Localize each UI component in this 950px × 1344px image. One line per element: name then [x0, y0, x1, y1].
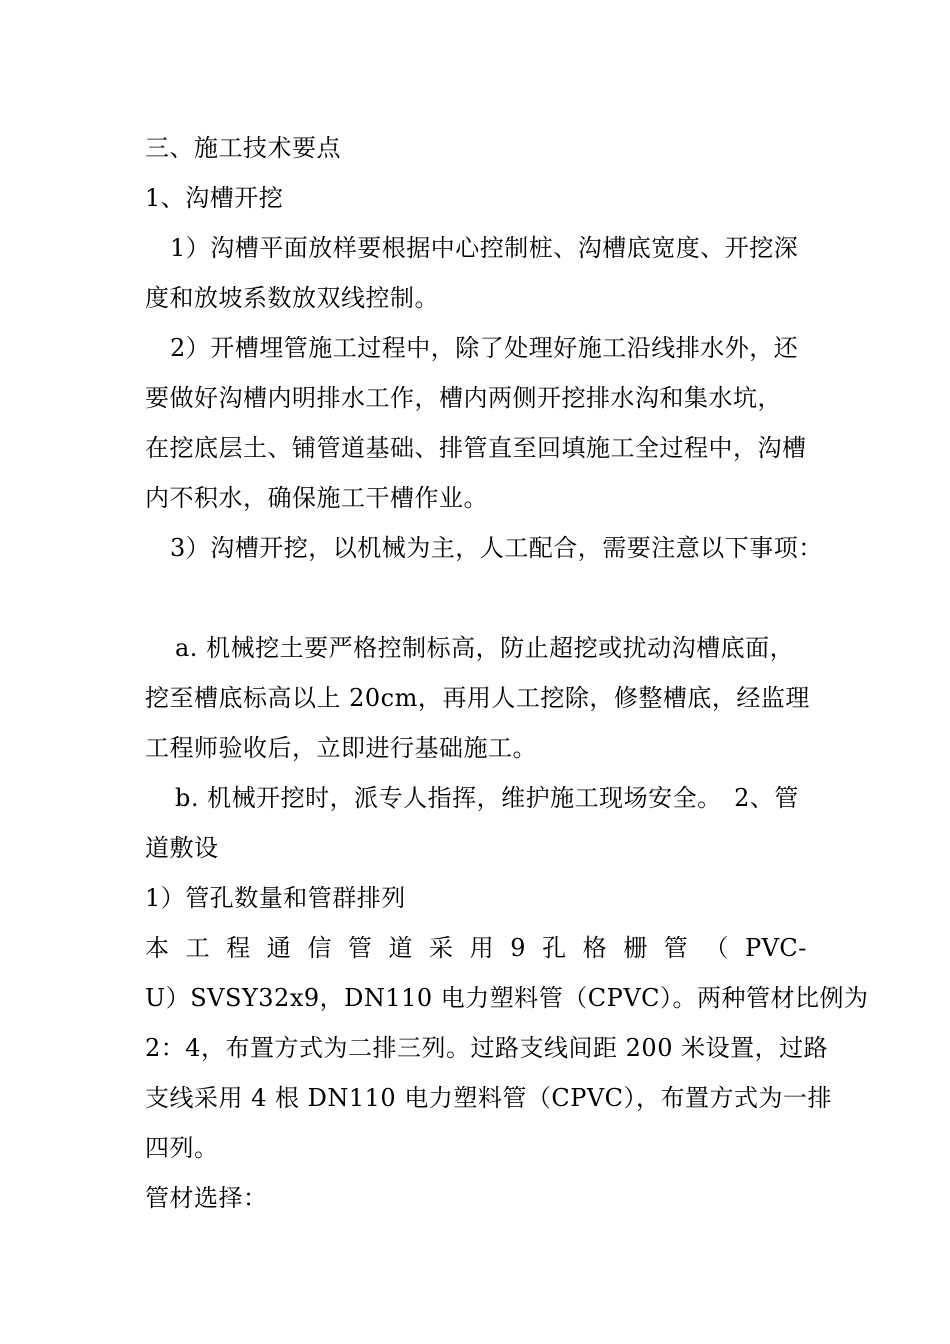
paragraph-line: U）SVSY32x9，DN110 电力塑料管（CPVC）。两种管材比例为 [145, 984, 869, 1012]
paragraph-line: 内不积水，确保施工干槽作业。 [145, 484, 488, 512]
paragraph-line: 要做好沟槽内明排水工作，槽内两侧开挖排水沟和集水坑， [145, 384, 782, 412]
word: 管 [347, 934, 373, 962]
paragraph-line: 度和放坡系数放双线控制。 [145, 284, 439, 312]
paragraph-line: 四列。 [145, 1134, 219, 1162]
word: 用 [469, 934, 495, 962]
word: PVC- [744, 934, 807, 962]
subsection-heading: 1、沟槽开挖 [145, 184, 284, 212]
word: 信 [307, 934, 332, 962]
word: 采 [429, 934, 454, 962]
word: 道 [388, 934, 413, 962]
word: 管 [663, 934, 689, 962]
word: 格 [582, 934, 608, 962]
paragraph-line: 管材选择： [145, 1184, 268, 1212]
section-heading: 三、施工技术要点 [145, 134, 341, 162]
list-item-b: b. 机械开挖时，派专人指挥，维护施工现场安全。 2、管 [175, 784, 799, 812]
subsection-heading: 1）管孔数量和管群排列 [145, 884, 406, 912]
paragraph-line: 3）沟槽开挖，以机械为主，人工配合，需要注意以下事项： [170, 534, 823, 562]
word: 孔 [542, 934, 567, 962]
paragraph-line: 1）沟槽平面放样要根据中心控制桩、沟槽底宽度、开挖深 [170, 234, 799, 262]
word: 程 [226, 934, 251, 962]
paragraph-line: 2）开槽埋管施工过程中，除了处理好施工沿线排水外，还 [170, 334, 799, 362]
word: 通 [266, 934, 292, 962]
paragraph-line: 支线采用 4 根 DN110 电力塑料管（CPVC），布置方式为一排 [145, 1084, 833, 1112]
word: 栅 [623, 934, 648, 962]
list-item-a: a. 机械挖土要严格控制标高，防止超挖或扰动沟槽底面， [175, 634, 795, 662]
paragraph-line: 在挖底层土、铺管道基础、排管直至回填施工全过程中，沟槽 [145, 434, 807, 462]
justified-line [145, 933, 807, 963]
word: （ [704, 934, 729, 962]
paragraph-line: 2：4，布置方式为二排三列。过路支线间距 200 米设置，过路 [145, 1034, 829, 1062]
paragraph-line: 挖至槽底标高以上 20cm，再用人工挖除，修整槽底，经监理 [145, 684, 810, 712]
word: 工 [185, 934, 211, 962]
word: 本 [145, 934, 170, 962]
paragraph-line: 道敷设 [145, 834, 219, 862]
paragraph-line: 工程师验收后，立即进行基础施工。 [145, 734, 537, 762]
word: 9 [510, 934, 526, 962]
